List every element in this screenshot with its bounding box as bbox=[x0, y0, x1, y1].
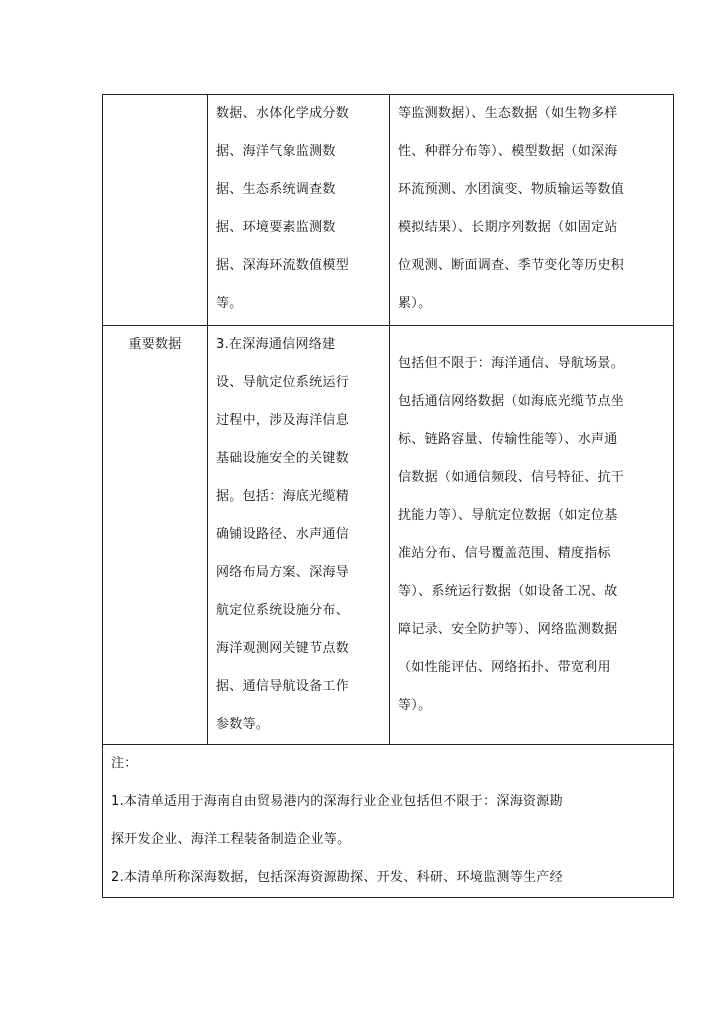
description-cell bbox=[208, 95, 390, 326]
notes-row bbox=[103, 745, 674, 898]
scope-text: 包括但不限于：海洋通信、导航场景。 包括通信网络数据（如海底光缆节点坐 标、链路容量、传输性能等）、水声通 信数据（如通信频段、信号特征、抗干 扰能力等）、导航定位数据（如定位基 准站分布、信号覆盖范围、精度指标 等）、系统运行数据（如设备工况、故 障记录、安全防护等）、网络监测数据 （如性能评估、网络拓扑、带宽利用 等）。 bbox=[398, 356, 625, 713]
note-item: 1.本清单适用于海南自由贸易港内的深海行业企业包括但不限于：深海资源勘 探开发企业、海洋工程装备制造企业等。 bbox=[111, 794, 563, 847]
description-text: 3.在深海通信网络建 设、导航定位系统运行 过程中，涉及海洋信息 基础设施安全的关键数 据。包括：海底光缆精 确铺设路径、水声通信 网络布局方案、深海导 航定位系统设施分布、 海洋观测网关键节点数 据、通信导航设备工作 参数等。 bbox=[216, 337, 350, 732]
scope-text: 等监测数据）、生态数据（如生物多样 性、种群分布等）、模型数据（如深海 环流预测、水团演变、物质输运等数值 模拟结果）、长期序列数据（如固定站 位观测、断面调查、季节变化等历史积 累）。 bbox=[398, 106, 625, 311]
note-item: 2.本清单所称深海数据，包括深海资源勘探、开发、科研、环境监测等生产经 bbox=[111, 870, 563, 885]
category-label: 重要数据 bbox=[128, 337, 182, 352]
table-row bbox=[103, 95, 674, 326]
category-cell bbox=[103, 95, 208, 326]
scope-cell bbox=[390, 95, 674, 326]
notes-cell bbox=[103, 745, 674, 898]
table-row bbox=[103, 326, 674, 745]
notes-heading: 注： bbox=[111, 756, 138, 771]
category-cell bbox=[103, 326, 208, 745]
description-cell bbox=[208, 326, 390, 745]
data-catalog-table bbox=[102, 94, 674, 898]
scope-cell bbox=[390, 326, 674, 745]
description-text: 数据、水体化学成分数 据、海洋气象监测数 据、生态系统调查数 据、环境要素监测数 据、深海环流数值模型 等。 bbox=[216, 106, 350, 311]
